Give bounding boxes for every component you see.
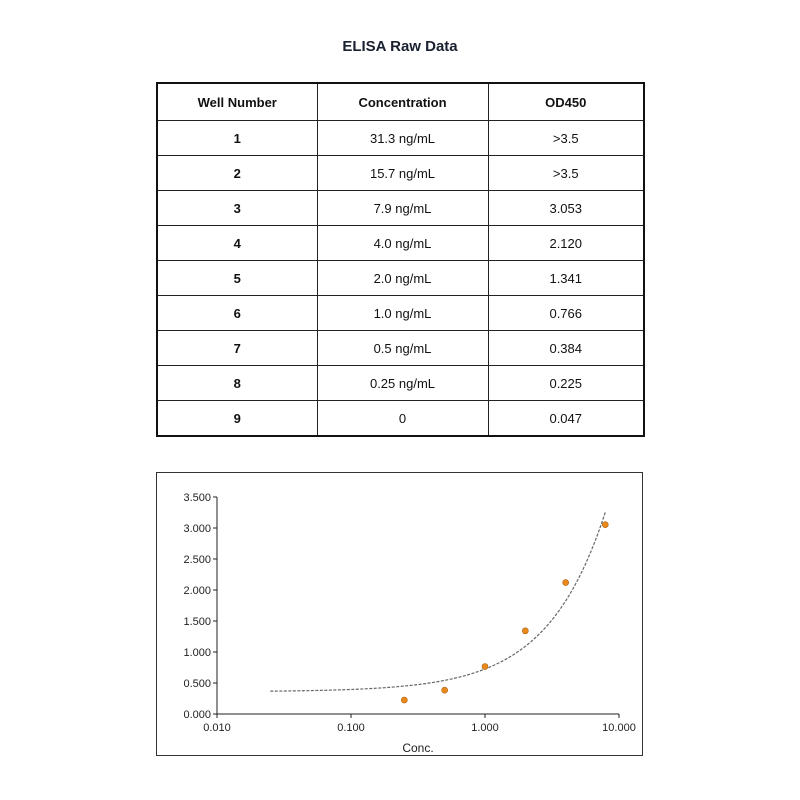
table-row — [157, 261, 644, 296]
y-tick-label: 2.500 — [183, 554, 211, 566]
data-point — [401, 697, 407, 703]
x-tick-label: 1.000 — [471, 722, 499, 734]
y-tick-label: 1.000 — [183, 647, 211, 659]
concentration-cell: 1.0 ng/mL — [317, 296, 488, 331]
well-number-cell: 8 — [157, 366, 317, 401]
x-tick-label: 10.000 — [602, 722, 636, 734]
header-od450: OD450 — [488, 83, 644, 121]
concentration-cell: 4.0 ng/mL — [317, 226, 488, 261]
od450-cell: 0.225 — [488, 366, 644, 401]
y-tick-label: 1.500 — [183, 616, 211, 628]
table-row — [157, 121, 644, 156]
standard-curve-chart — [157, 473, 642, 755]
concentration-cell: 7.9 ng/mL — [317, 191, 488, 226]
chart-frame — [156, 472, 643, 756]
y-tick-label: 2.000 — [183, 585, 211, 597]
table-row — [157, 226, 644, 261]
table-header-row — [157, 83, 644, 121]
header-well-number: Well Number — [157, 83, 317, 121]
table-row — [157, 156, 644, 191]
well-number-cell: 7 — [157, 331, 317, 366]
concentration-cell: 0.5 ng/mL — [317, 331, 488, 366]
concentration-cell: 2.0 ng/mL — [317, 261, 488, 296]
data-point — [602, 522, 608, 528]
elisa-data-table — [156, 82, 645, 437]
header-concentration: Concentration — [317, 83, 488, 121]
well-number-cell: 5 — [157, 261, 317, 296]
od450-cell: >3.5 — [488, 156, 644, 191]
x-tick-label: 0.100 — [337, 722, 365, 734]
od450-cell: 3.053 — [488, 191, 644, 226]
well-number-cell: 4 — [157, 226, 317, 261]
od450-cell: 0.766 — [488, 296, 644, 331]
od450-cell: 0.047 — [488, 401, 644, 437]
well-number-cell: 6 — [157, 296, 317, 331]
well-number-cell: 2 — [157, 156, 317, 191]
concentration-cell: 0.25 ng/mL — [317, 366, 488, 401]
data-point — [522, 628, 528, 634]
y-tick-label: 3.500 — [183, 492, 211, 504]
od450-cell: >3.5 — [488, 121, 644, 156]
data-point — [482, 664, 488, 670]
x-axis-label: Conc. — [402, 741, 434, 755]
od450-cell: 0.384 — [488, 331, 644, 366]
data-point — [563, 580, 569, 586]
table-row — [157, 366, 644, 401]
y-tick-label: 3.000 — [183, 523, 211, 535]
y-tick-label: 0.500 — [183, 678, 211, 690]
concentration-cell: 31.3 ng/mL — [317, 121, 488, 156]
y-tick-label: 0.000 — [183, 709, 211, 721]
od450-cell: 2.120 — [488, 226, 644, 261]
data-point — [442, 687, 448, 693]
table-row — [157, 296, 644, 331]
fit-curve-line — [270, 512, 605, 691]
well-number-cell: 3 — [157, 191, 317, 226]
well-number-cell: 9 — [157, 401, 317, 437]
concentration-cell: 15.7 ng/mL — [317, 156, 488, 191]
page-title: ELISA Raw Data — [342, 38, 458, 55]
table-row — [157, 191, 644, 226]
table-row — [157, 331, 644, 366]
concentration-cell: 0 — [317, 401, 488, 437]
x-tick-label: 0.010 — [203, 722, 231, 734]
od450-cell: 1.341 — [488, 261, 644, 296]
table-row — [157, 401, 644, 437]
well-number-cell: 1 — [157, 121, 317, 156]
